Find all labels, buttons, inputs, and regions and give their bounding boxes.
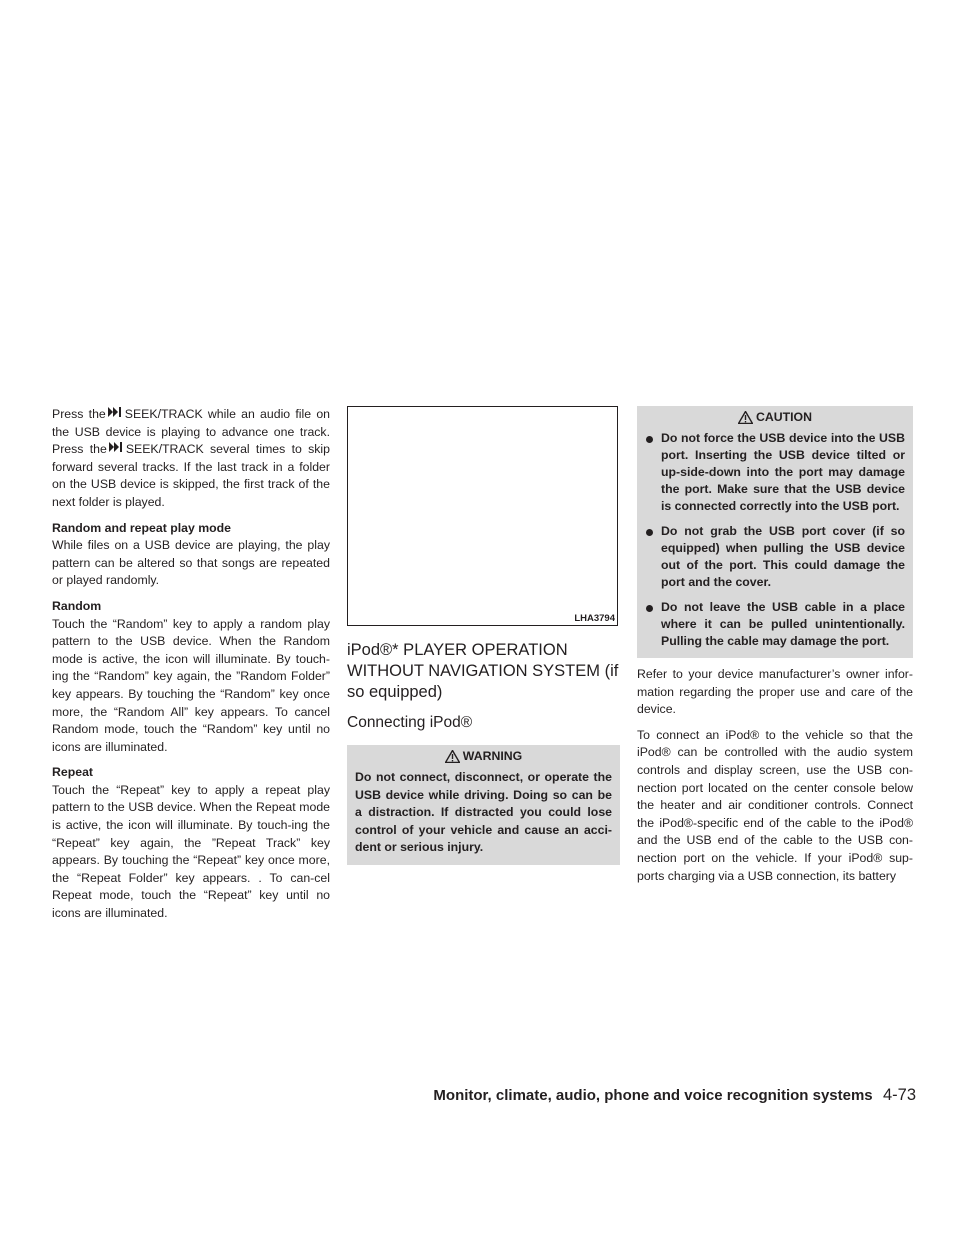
caution-item (645, 599, 905, 650)
bullet-icon (646, 605, 653, 612)
warning-label: WARNING (462, 749, 523, 763)
middle-column (347, 406, 620, 865)
repeat-text: Touch the “Repeat” key to apply a repeat play pattern to the USB device. When the Repeat mode is active, the icon will illuminate. By touch-ing the “Repeat” key again, the ”Repeat Track” key appears. By touching the “Repeat” key once more, the “Repeat Folder” key appears. . To can-cel Repeat mode, touch the “Repeat” key until no icons are illuminated. (52, 782, 330, 921)
warning-text: Do not connect, disconnect, or operate the USB device while driving. Doing so can be a distraction. If distracted you could lose control of your vehicle and cause an acci-dent or serious injury. (355, 770, 612, 855)
seek-text-c: SEEK/TRACK several times to skip forward several tracks. If the last track in a folder on the USB device is skipped, the first track of the next folder is played. (52, 442, 330, 509)
caution-list (645, 430, 905, 650)
caution-header (645, 409, 905, 426)
random-repeat-heading: Random and repeat play mode (52, 520, 232, 535)
caution-triangle-icon (738, 411, 753, 424)
caution-item-text: Do not grab the USB port cover (if so equipped) when pulling the USB device out of the port. This could damage the port and the cover. (661, 524, 905, 589)
section-heading: iPod®* PLAYER OPERATION WITHOUT NAVIGATION SYSTEM (if so equipped) (347, 641, 619, 701)
seek-track-paragraph (52, 406, 330, 512)
warning-box (347, 745, 620, 865)
bullet-icon (646, 529, 653, 536)
seek-text-a: Press the (52, 407, 106, 421)
warning-header (355, 748, 612, 765)
caution-item-text: Do not leave the USB cable in a place where it can be pulled unintentionally. Pulling the cable may damage the port. (661, 600, 905, 648)
left-column (52, 406, 330, 931)
repeat-heading: Repeat (52, 765, 94, 780)
warning-triangle-icon (445, 750, 460, 763)
figure-placeholder (347, 406, 618, 626)
caution-item (645, 523, 905, 591)
page-number: 4-73 (882, 1086, 916, 1104)
random-text: Touch the “Random” key to apply a random play pattern to the USB device. When the Random mode is active, the icon will illuminate. By touch-ing the “Random” key again, the ”Random Folder” key appears. By touching the “Random” key once more, the “Random All” key appears. To cancel Random mode, touch the “Random” key until no icons are illuminated. (52, 616, 330, 754)
owner-info-paragraph: Refer to your device manufacturer’s owner infor-mation regarding the proper use and care of the device. (637, 667, 913, 717)
seek-track-forward-icon (109, 442, 123, 452)
random-repeat-text: While files on a USB device are playing, the play pattern can be altered so that songs are repeated or played randomly. (52, 538, 330, 588)
seek-text-b: SEEK/TRACK while an audio file on the USB device is playing to advance one track. Press the (52, 407, 330, 457)
caution-item-text: Do not force the USB device into the USB port. Inserting the USB device tilted or up-side-down into the port may damage the port. Make sure that the USB device is connected correctly into the USB port. (661, 431, 905, 513)
random-heading: Random (52, 598, 102, 613)
bullet-icon (646, 436, 653, 443)
right-column (637, 406, 913, 893)
footer-title: Monitor, climate, audio, phone and voice recognition systems (433, 1087, 873, 1104)
seek-track-forward-icon (108, 407, 122, 417)
figure-id: LHA3794 (574, 613, 615, 624)
connect-ipod-paragraph: To connect an iPod® to the vehicle so that the iPod® can be controlled with the audio system controls and display screen, use the USB con-nection port located on the center console below the heater and air conditioner controls. Connect the iPod®-specific end of the cable to the iPod® and the USB end of the cable to the USB con-nection port on the vehicle. If your iPod® sup-ports charging via a USB connection, its battery (637, 727, 913, 883)
page-footer (420, 1086, 916, 1105)
subheading: Connecting iPod® (347, 714, 473, 731)
caution-label: CAUTION (755, 410, 812, 424)
caution-box (637, 406, 913, 658)
caution-item (645, 430, 905, 515)
